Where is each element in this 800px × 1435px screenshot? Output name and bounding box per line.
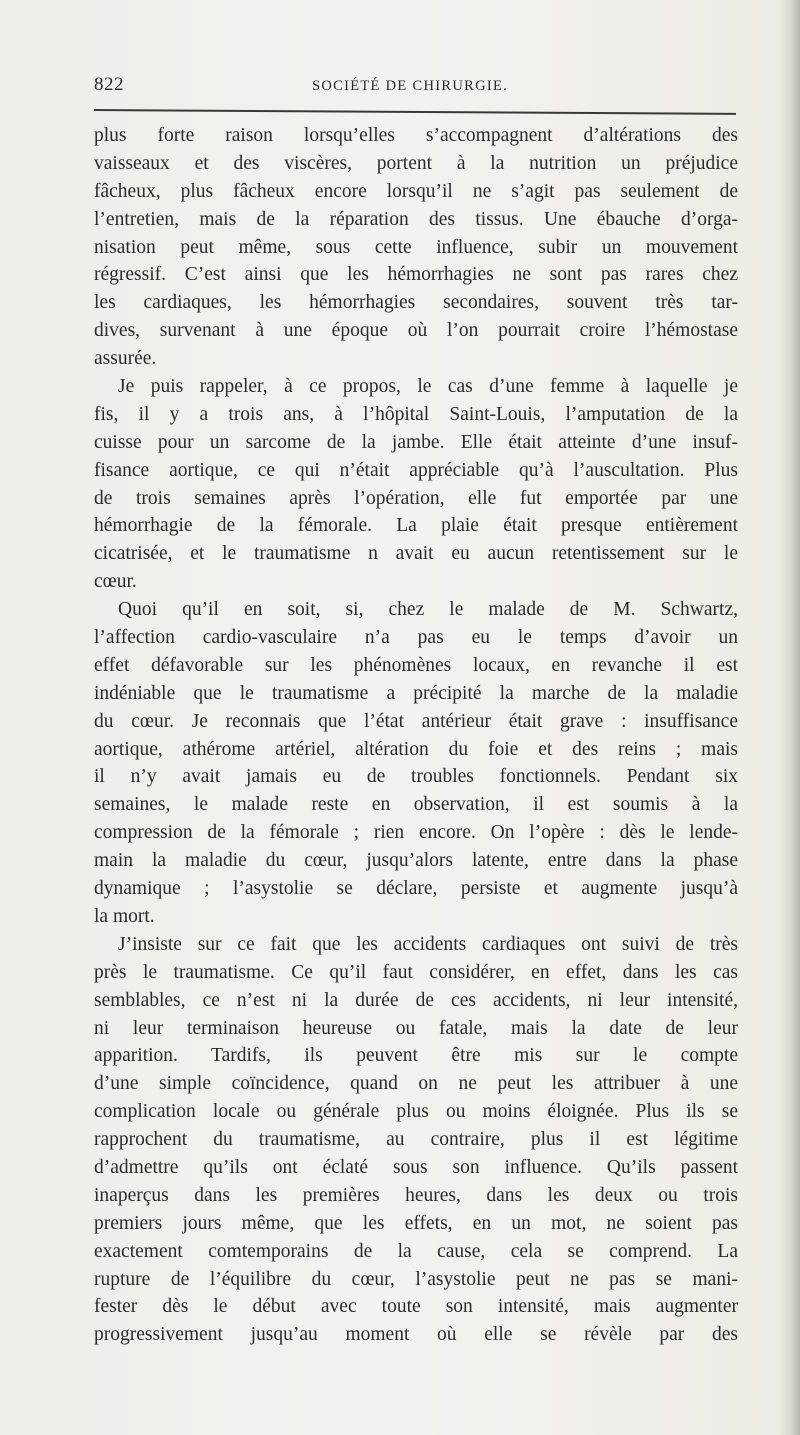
text-line: de trois semaines après l’opération, elle fut emportée par une: [94, 487, 738, 509]
text-line: l’entretien, mais de la réparation des tissus. Une ébauche d’orga-: [94, 208, 738, 230]
text-line: rapprochent du traumatisme, au contraire, plus il est légitime: [94, 1129, 738, 1151]
page-edge-shadow: [778, 0, 800, 1435]
text-line: cicatrisée, et le traumatisme n avait eu aucun retentissement sur le: [94, 543, 738, 565]
header-rule: [94, 109, 736, 115]
text-line: Je puis rappeler, à ce propos, le cas d’une femme à laquelle je: [118, 376, 738, 398]
text-line: semblables, ce n’est ni la durée de ces accidents, ni leur intensité,: [94, 989, 738, 1011]
text-line: fâcheux, plus fâcheux encore lorsqu’il ne s’agit pas seulement de: [94, 180, 738, 202]
text-line: complication locale ou générale plus ou moins éloignée. Plus ils se: [94, 1101, 738, 1123]
text-line: régressif. C’est ainsi que les hémorrhagies ne sont pas rares chez: [94, 264, 738, 286]
text-line: Quoi qu’il en soit, si, chez le malade de M. Schwartz,: [118, 599, 738, 621]
running-head: SOCIÉTÉ DE CHIRURGIE.: [312, 78, 509, 94]
body-text: [94, 122, 738, 1349]
text-line: hémorrhagie de la fémorale. La plaie était presque entièrement: [94, 515, 738, 537]
text-line: l’affection cardio-vasculaire n’a pas eu le temps d’avoir un: [94, 627, 738, 649]
text-line: dives, survenant à une époque où l’on pourrait croire l’hémostase: [94, 320, 738, 342]
text-line: rupture de l’équilibre du cœur, l’asystolie peut ne pas se mani-: [94, 1268, 738, 1290]
text-line: apparition. Tardifs, ils peuvent être mis sur le compte: [94, 1045, 738, 1067]
text-line: d’admettre qu’ils ont éclaté sous son influence. Qu’ils passent: [94, 1156, 738, 1178]
text-line: indéniable que le traumatisme a précipité la marche de la maladie: [94, 682, 738, 704]
text-line: il n’y avait jamais eu de troubles fonctionnels. Pendant six: [94, 766, 738, 788]
text-line: cuisse pour un sarcome de la jambe. Elle était atteinte d’une insuf-: [94, 431, 738, 453]
text-line: fis, il y a trois ans, à l’hôpital Saint-Louis, l’amputation de la: [94, 403, 738, 425]
text-line: semaines, le malade reste en observation, il est soumis à la: [94, 794, 738, 816]
text-line: compression de la fémorale ; rien encore. On l’opère : dès le lende-: [94, 822, 738, 844]
page-header: [94, 70, 736, 100]
text-line: premiers jours même, que les effets, en un mot, ne soient pas: [94, 1212, 738, 1234]
text-line: près le traumatisme. Ce qu’il faut considérer, en effet, dans les cas: [94, 961, 738, 983]
text-line: inaperçus dans les premières heures, dans les deux ou trois: [94, 1184, 738, 1206]
page-number: 822: [94, 74, 124, 95]
text-line: assurée.: [94, 348, 157, 370]
text-line: fester dès le début avec toute son intensité, mais augmenter: [94, 1296, 738, 1318]
text-line: plus forte raison lorsqu’elles s’accompagnent d’altérations des: [94, 125, 738, 146]
text-line: ni leur terminaison heureuse ou fatale, mais la date de leur: [94, 1017, 738, 1039]
text-line: effet défavorable sur les phénomènes locaux, en revanche il est: [94, 654, 738, 676]
text-line: exactement comtemporains de la cause, cela se comprend. La: [94, 1240, 738, 1262]
text-line: aortique, athérome artériel, altération du foie et des reins ; mais: [94, 738, 738, 760]
text-line: d’une simple coïncidence, quand on ne peut les attribuer à une: [94, 1073, 738, 1095]
text-line: progressivement jusqu’au moment où elle se révèle par des: [94, 1324, 738, 1346]
text-line: les cardiaques, les hémorrhagies secondaires, souvent très tar-: [94, 292, 738, 314]
text-line: fisance aortique, ce qui n’était appréciable qu’à l’auscultation. Plus: [94, 459, 738, 481]
text-line: main la maladie du cœur, jusqu’alors latente, entre dans la phase: [94, 850, 738, 872]
text-line: vaisseaux et des viscères, portent à la nutrition un préjudice: [94, 152, 738, 174]
text-line: la mort.: [94, 905, 155, 927]
text-line: nisation peut même, sous cette influence, subir un mouvement: [94, 236, 738, 258]
text-line: du cœur. Je reconnais que l’état antérieur était grave : insuffisance: [94, 710, 738, 732]
text-line: cœur.: [94, 571, 137, 593]
text-line: J’insiste sur ce fait que les accidents cardiaques ont suivi de très: [118, 933, 738, 955]
text-line: dynamique ; l’asystolie se déclare, persiste et augmente jusqu’à: [94, 878, 738, 900]
